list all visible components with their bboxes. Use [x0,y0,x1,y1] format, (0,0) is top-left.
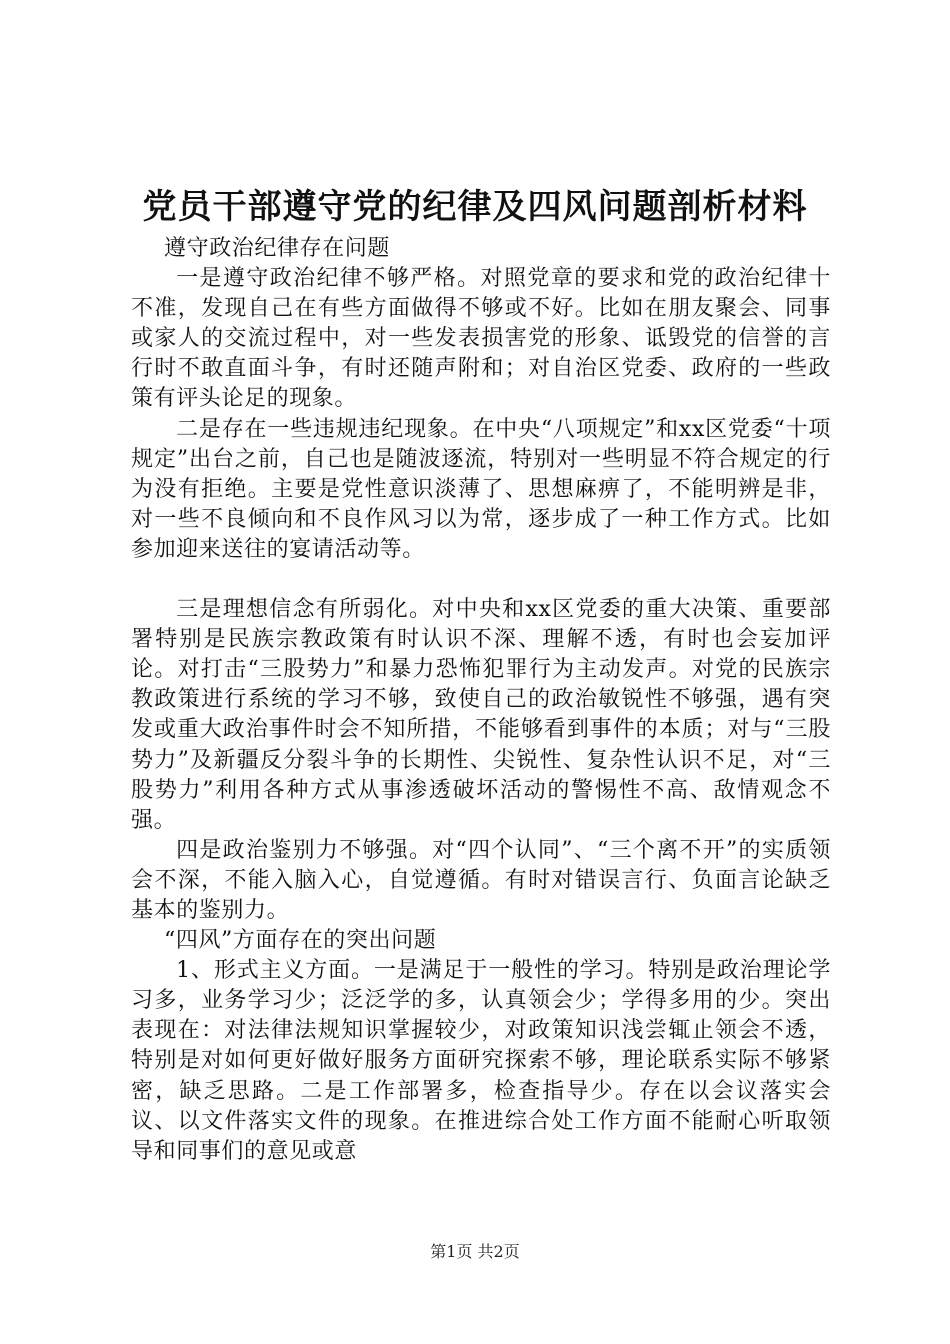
blank-line [131,565,831,595]
paragraph-4: 四是政治鉴别力不够强。对“四个认同”、“三个离不开”的实质领会不深，不能入脑入心，自觉遵循。有时对错误言行、负面言论缺乏基本的鉴别力。 [131,837,831,923]
paragraph-5: 1、形式主义方面。一是满足于一般性的学习。特别是政治理论学习多，业务学习少；泛泛学的多，认真领会少；学得多用的少。突出表现在：对法律法规知识掌握较少，对政策知识浅尝辄止领会不透，特别是对如何更好做好服务方面研究探索不够，理论联系实际不够紧密，缺乏思路。二是工作部署多，检查指导少。存在以会议落实会议、以文件落实文件的现象。在推进综合处工作方面不能耐心听取领导和同事们的意见或意 [131,958,831,1164]
document-title: 党员干部遵守党的纪律及四风问题剖析材料 [142,187,808,227]
page-footer: 第1页 共2页 [430,1242,520,1261]
paragraph-2: 二是存在一些违规违纪现象。在中央“八项规定”和xx区党委“十项规定”出台之前，自己也是随波逐流，特别对一些明显不符合规定的行为没有拒绝。主要是党性意识淡薄了、思想麻痹了，不能明辨是非，对一些不良倾向和不良作风习以为常，逐步成了一种工作方式。比如参加迎来送往的宴请活动等。 [131,416,831,562]
section-heading-political-discipline: 遵守政治纪律存在问题 [164,236,391,261]
section-heading-four-styles: “四风”方面存在的突出问题 [164,928,437,954]
document-body [131,234,831,1167]
paragraph-3: 三是理想信念有所弱化。对中央和xx区党委的重大决策、重要部署特别是民族宗教政策有时认识不深、理解不透，有时也会妄加评论。对打击“三股势力”和暴力恐怖犯罪行为主动发声。对党的民族宗教政策进行系统的学习不够，致使自己的政治敏锐性不够强，遇有突发或重大政治事件时会不知所措，不能够看到事件的本质；对与“三股势力”及新疆反分裂斗争的长期性、尖锐性、复杂性认识不足，对“三股势力”利用各种方式从事渗透破坏活动的警惕性不高、敌情观念不强。 [131,597,831,833]
paragraph-1: 一是遵守政治纪律不够严格。对照党章的要求和党的政治纪律十不准，发现自己在有些方面做得不够或不好。比如在朋友聚会、同事或家人的交流过程中，对一些发表损害党的形象、诋毁党的信誉的言行时不敢直面斗争，有时还随声附和；对自治区党委、政府的一些政策有评头论足的现象。 [131,266,831,412]
